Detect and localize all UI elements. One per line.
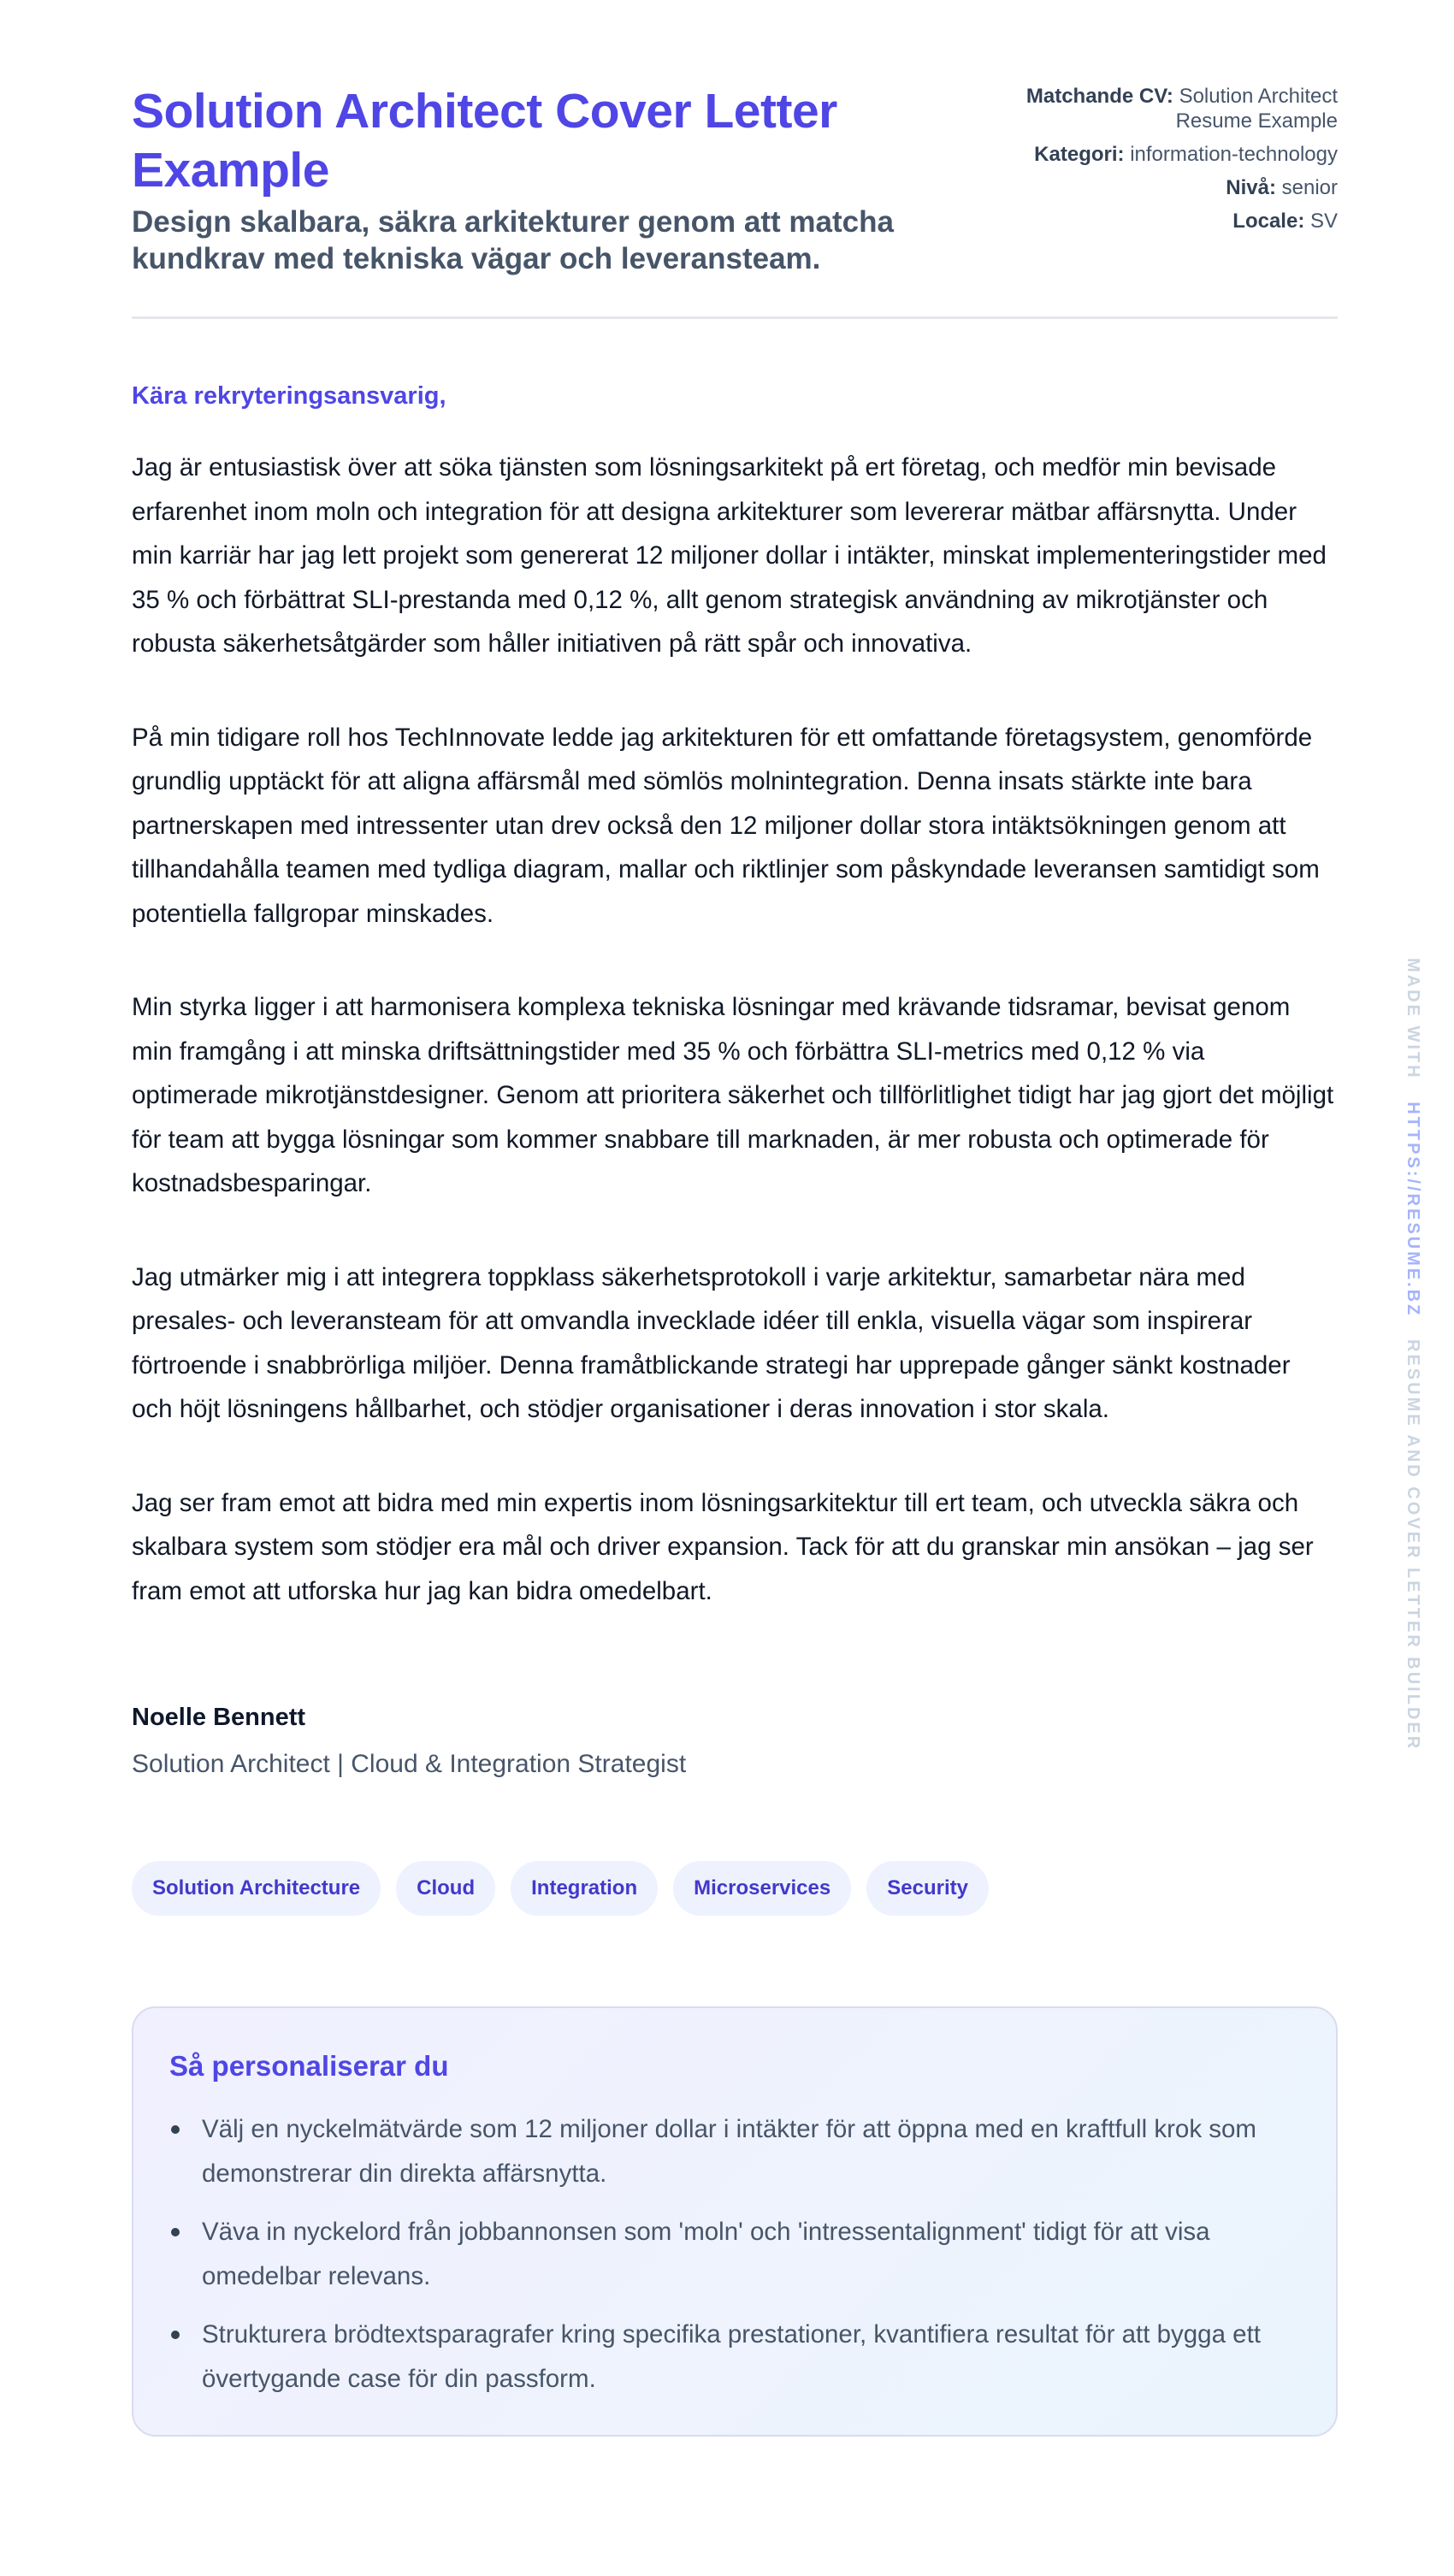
- tag-chip: Microservices: [673, 1861, 851, 1916]
- letter-greeting: Kära rekryteringsansvarig,: [132, 382, 446, 410]
- tag-chip: Solution Architecture: [132, 1861, 381, 1916]
- meta-key: Matchande CV:: [1025, 85, 1173, 108]
- letter-body: [132, 381, 1338, 1613]
- letter-paragraph: Jag utmärker mig i att integrera toppklass säkerhetsprotokoll i varje arkitektur, samarbetar nära med presales- och leveransteam för att omvandla invecklade idéer till enkla, visuella vägar som inspirerar förtroende i snabbrörliga miljöer. Denna framåtblickande strategi har upprepade gånger sänkt kostnader och höjt lösningens hållbarhet, och stödjer organisationer i deras innovation i stor skala.: [132, 1262, 1291, 1423]
- watermark-suffix: RESUME AND COVER LETTER BUILDER: [1404, 1339, 1422, 1752]
- letter-paragraph: Jag är entusiastisk över att söka tjänsten som lösningsarkitekt på ert företag, och medför min bevisade erfarenhet inom moln och integration för att designa arkitekturer som levererar mätbar affärsnytta. Under min karriär har jag lett projekt som genererat 12 miljoner dollar i intäkter, minskat implementeringstider med 35 % och förbättrat SLI-prestanda med 0,12 %, allt genom strategisk användning av mikrotjänster och robusta säkerhetsåtgärder som håller initiativen på rätt spår och innovativa.: [132, 453, 1327, 658]
- tag-chip: Integration: [511, 1861, 658, 1916]
- signature-block: [132, 1702, 1338, 1781]
- signature-name: Noelle Bennett: [132, 1704, 306, 1731]
- letter-paragraph: Min styrka ligger i att harmonisera komplexa tekniska lösningar med krävande tidsramar, bevisat genom min framgång i att minska driftsättningstider med 35 % och förbättra SLI-metrics med 0,12 % via optimerade mikrotjänstdesigner. Genom att prioritera säkerhet och tillförlitlighet tidigt har jag gjort det möjligt för team att bygga lösningar som kommer snabbare till marknaden, är mer robusta och optimerade för kostnadsbesparingar.: [132, 993, 1334, 1197]
- tag-chip: Security: [866, 1861, 989, 1916]
- meta-category: [1013, 142, 1338, 167]
- tag-list: [132, 1861, 1338, 1916]
- meta-key: Nivå:: [1226, 176, 1276, 199]
- tips-list: [169, 2107, 1300, 2402]
- meta-value: information-technology: [1130, 143, 1338, 166]
- letter-paragraph: På min tidigare roll hos TechInnovate ledde jag arkitekturen för ett omfattande företagsystem, genomförde grundlig upptäckt för att aligna affärsmål med sömlös molnintegration. Denna insats stärkte inte bara partnerskapen med intressenter utan drev också den 12 miljoner dollar stora intäktsökningen genom att tillhandahålla teamen med tydliga diagram, mallar och riktlinjer som påskyndade leveransen samtidigt som potentiella fallgropar minskades.: [132, 723, 1320, 928]
- made-with-watermark: [1404, 958, 1422, 1752]
- tips-title: Så personaliserar du: [169, 2050, 449, 2082]
- meta-key: Locale:: [1232, 210, 1305, 233]
- meta-level: [1013, 175, 1338, 200]
- letter-paragraph: Jag ser fram emot att bidra med min expertis inom lösningsarkitektur till ert team, och utveckla säkra och skalbara system som stödjer era mål och driver expansion. Tack för att du granskar min ansökan – jag ser fram emot att utforska hur jag kan bidra omedelbart.: [132, 1488, 1314, 1605]
- watermark-prefix: MADE WITH: [1404, 958, 1422, 1080]
- tag-chip: Cloud: [396, 1861, 495, 1916]
- meta-matching-resume: [1013, 84, 1338, 133]
- watermark-link[interactable]: HTTPS://RESUME.BZ: [1404, 1102, 1422, 1318]
- meta-value: senior: [1281, 176, 1338, 199]
- header-title-block: [132, 82, 970, 277]
- tip-item: Strukturera brödtextsparagrafer kring specifika prestationer, kvantifiera resultat för att bygga ett övertygande case för din passform.: [169, 2313, 1300, 2402]
- tip-item: Väva in nyckelord från jobbannonsen som 'moln' och 'intressentalignment' tidigt för att visa omedelbar relevans.: [169, 2210, 1300, 2299]
- personalization-tips-card: [132, 2006, 1338, 2437]
- meta-locale: [1013, 209, 1338, 233]
- metadata-panel: [1013, 82, 1338, 242]
- cover-letter-page: [132, 82, 1338, 2437]
- meta-value: SV: [1309, 210, 1338, 233]
- tip-item: Välj en nyckelmätvärde som 12 miljoner dollar i intäkter för att öppna med en kraftfull krok som demonstrerar din direkta affärsnytta.: [169, 2107, 1300, 2196]
- meta-key: Kategori:: [1034, 143, 1125, 166]
- document-header: [132, 82, 1338, 319]
- signature-title: Solution Architect | Cloud & Integration Strategist: [132, 1750, 687, 1778]
- page-title: Solution Architect Cover Letter Example: [132, 84, 837, 198]
- meta-value: Solution Architect Resume Example: [1175, 85, 1338, 133]
- watermark-text: [1404, 958, 1421, 1751]
- page-subtitle: Design skalbara, säkra arkitekturer genom att matcha kundkrav med tekniska vägar och leveransteam.: [132, 205, 894, 275]
